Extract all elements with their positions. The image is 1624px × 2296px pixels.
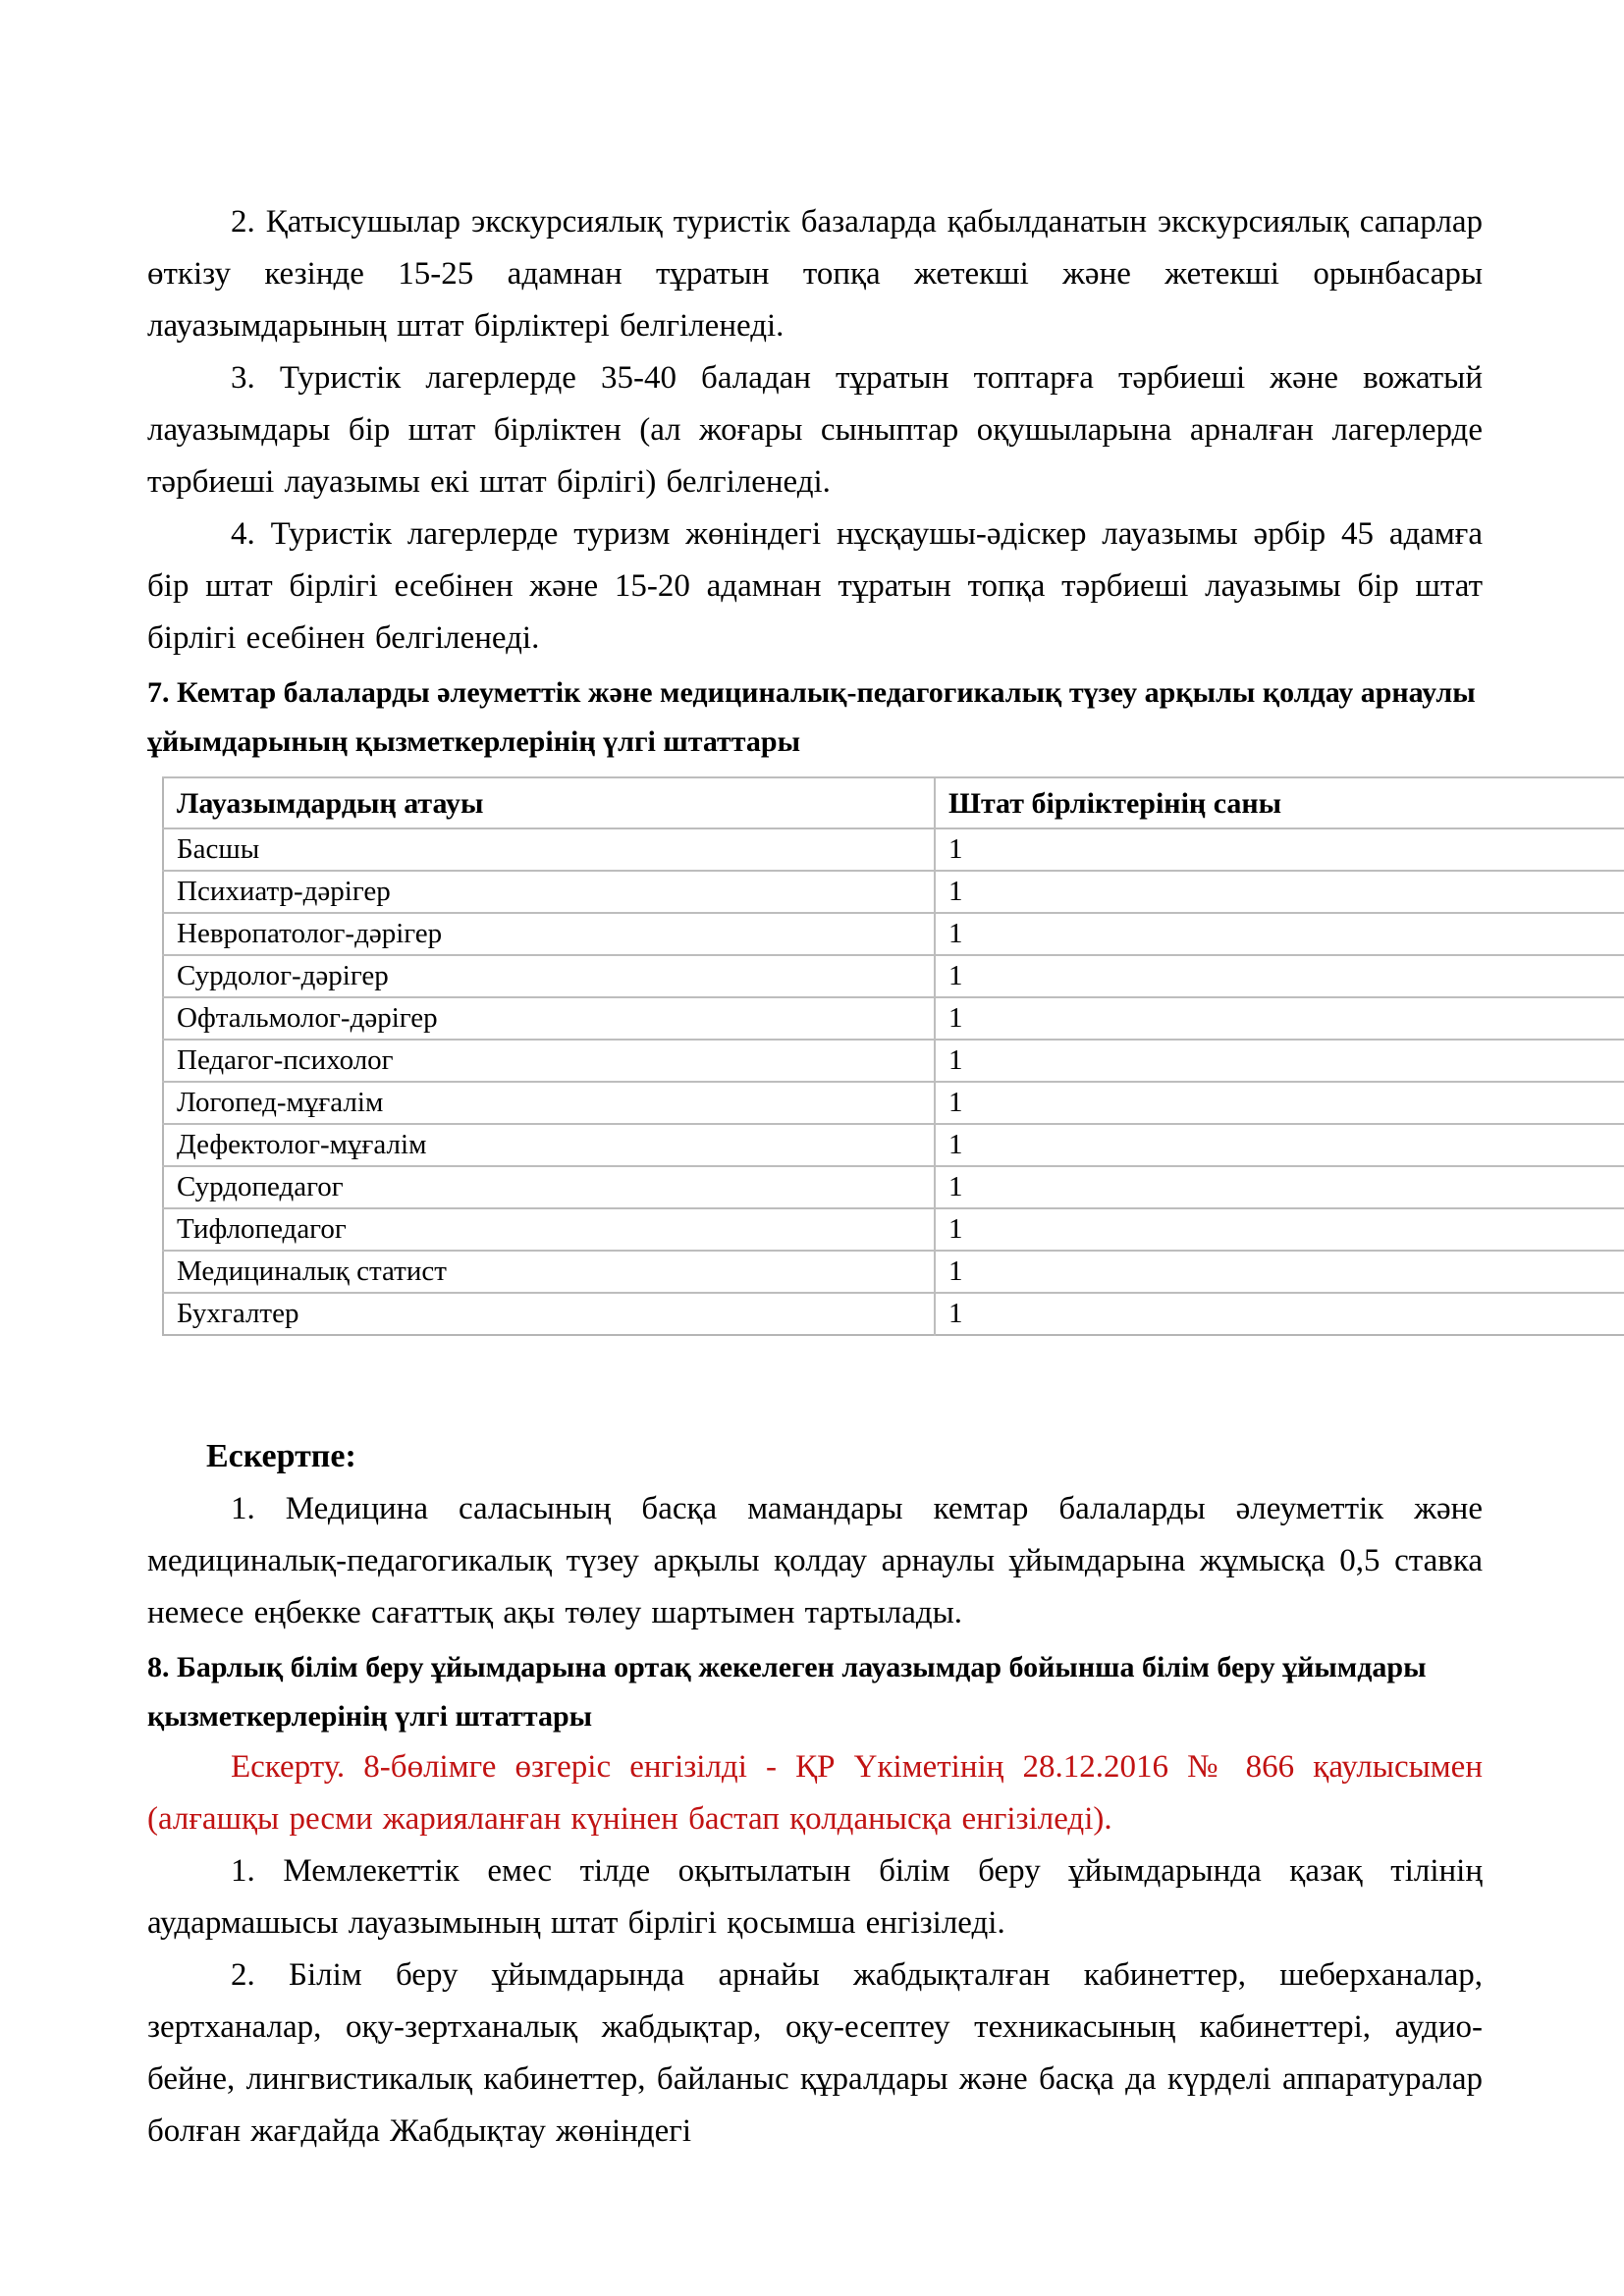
column-header-position-name: Лауазымдардың атауы xyxy=(163,777,935,828)
table-header-row xyxy=(163,777,1624,828)
section-8-item-1: 1. Мемлекеттік емес тілде оқытылатын білім беру ұйымдарында қазақ тілінің аудармашысы лауазымының штат бірлігі қосымша енгізіледі. xyxy=(147,1853,1483,1941)
table-row xyxy=(163,913,1624,955)
staff-count-cell: 1 xyxy=(935,871,1624,913)
table-row xyxy=(163,997,1624,1040)
position-name-cell: Дефектолог-мұғалім xyxy=(163,1124,935,1166)
table-row xyxy=(163,1293,1624,1335)
staff-count-cell: 1 xyxy=(935,1082,1624,1124)
position-name-cell: Офтальмолог-дәрігер xyxy=(163,997,935,1040)
staff-count-cell: 1 xyxy=(935,913,1624,955)
staff-count-cell: 1 xyxy=(935,1208,1624,1251)
table-row xyxy=(163,828,1624,871)
position-name-cell: Сурдолог-дәрігер xyxy=(163,955,935,997)
table-row xyxy=(163,1208,1624,1251)
note-item-1: 1. Медицина саласының басқа мамандары кемтар балаларды әлеуметтік және медициналық-педагогикалық түзеу арқылы қолдау арнаулы ұйымдарына жұмысқа 0,5 ставка немесе еңбекке сағаттық ақы төлеу шартымен тартылады. xyxy=(147,1491,1483,1630)
position-name-cell: Басшы xyxy=(163,828,935,871)
staff-count-cell: 1 xyxy=(935,955,1624,997)
staff-count-cell: 1 xyxy=(935,1251,1624,1293)
table-row xyxy=(163,955,1624,997)
table-body xyxy=(163,828,1624,1335)
staff-count-cell: 1 xyxy=(935,1166,1624,1208)
section-8-item-2: 2. Білім беру ұйымдарында арнайы жабдықталған кабинеттер, шеберханалар, зертханалар, оқу-зертханалық жабдықтар, оқу-есептеу техникасының кабинеттері, аудио-бейне, лингвистикалық кабинеттер, байланыс құралдары және басқа да күрделі аппаратуралар болған жағдайда Жабдықтау жөніндегі xyxy=(147,1957,1483,2149)
position-name-cell: Сурдопедагог xyxy=(163,1166,935,1208)
paragraph-4: 4. Туристік лагерлерде туризм жөніндегі нұсқаушы-әдіскер лауазымы әрбір 45 адамға бір штат бірлігі есебінен және 15-20 адамнан тұратын топқа тәрбиеші лауазымы бір штат бірлігі есебінен белгіленеді. xyxy=(147,516,1483,656)
position-name-cell: Бухгалтер xyxy=(163,1293,935,1335)
position-name-cell: Невропатолог-дәрігер xyxy=(163,913,935,955)
position-name-cell: Логопед-мұғалім xyxy=(163,1082,935,1124)
staff-count-cell: 1 xyxy=(935,1124,1624,1166)
staff-count-cell: 1 xyxy=(935,1040,1624,1082)
position-name-cell: Медициналық статист xyxy=(163,1251,935,1293)
paragraph-2: 2. Қатысушылар экскурсиялық туристік базаларда қабылданатын экскурсиялық сапарлар өткізу кезінде 15-25 адамнан тұратын топқа жетекші және жетекші орынбасары лауазымдарының штат бірліктері белгіленеді. xyxy=(147,204,1483,344)
paragraph-3: 3. Туристік лагерлерде 35-40 баладан тұратын топтарға тәрбиеші және вожатый лауазымдары бір штат бірліктен (ал жоғары сыныптар оқушыларына арналған лагерлерде тәрбиеші лауазымы екі штат бірлігі) белгіленеді. xyxy=(147,360,1483,500)
table-row xyxy=(163,1082,1624,1124)
staff-count-cell: 1 xyxy=(935,828,1624,871)
position-name-cell: Психиатр-дәрігер xyxy=(163,871,935,913)
staff-positions-table xyxy=(162,776,1624,1336)
table-row xyxy=(163,1251,1624,1293)
table-row xyxy=(163,871,1624,913)
table-row xyxy=(163,1040,1624,1082)
staff-count-cell: 1 xyxy=(935,1293,1624,1335)
position-name-cell: Тифлопедагог xyxy=(163,1208,935,1251)
position-name-cell: Педагог-психолог xyxy=(163,1040,935,1082)
table-row xyxy=(163,1124,1624,1166)
column-header-staff-count: Штат бірліктерінің саны xyxy=(935,777,1624,828)
section-8-amendment-note: Ескерту. 8-бөлімге өзгеріс енгізілді - ҚР Үкіметінің 28.12.2016 № 866 қаулысымен (алғашқы ресми жарияланған күнінен бастап қолданысқа енгізіледі). xyxy=(147,1749,1483,1837)
table-row xyxy=(163,1166,1624,1208)
staff-count-cell: 1 xyxy=(935,997,1624,1040)
note-title: Ескертпе: xyxy=(206,1438,356,1474)
section-7-heading: 7. Кемтар балаларды әлеуметтік және медициналық-педагогикалық түзеу арқылы қолдау арнаулы ұйымдарының қызметкерлерінің үлгі штаттары xyxy=(147,676,1476,758)
section-8-heading: 8. Барлық білім беру ұйымдарына ортақ жекелеген лауазымдар бойынша білім беру ұйымдары қызметкерлерінің үлгі штаттары xyxy=(147,1651,1427,1733)
